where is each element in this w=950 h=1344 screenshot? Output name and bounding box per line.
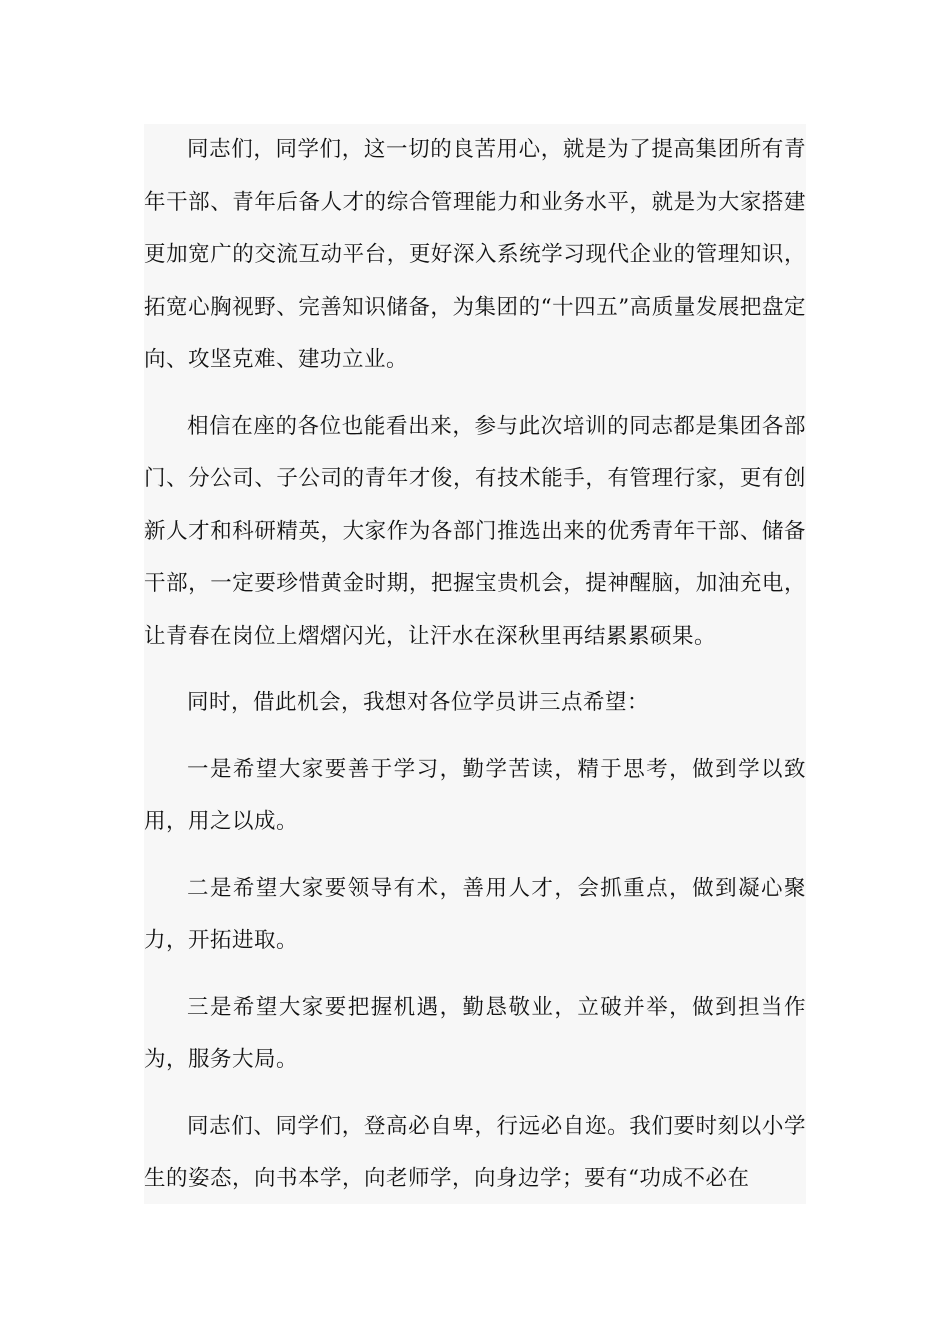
paragraph-gap <box>144 387 806 401</box>
speech-text-block <box>144 124 806 1204</box>
paragraph-gap <box>144 730 806 744</box>
paragraph-gap <box>144 663 806 677</box>
paragraph-5: 二是希望大家要领导有术，善用人才，会抓重点，做到凝心聚力，开拓进取。 <box>144 875 806 953</box>
paragraph-3: 同时，借此机会，我想对各位学员讲三点希望： <box>187 690 650 715</box>
paragraph-2: 相信在座的各位也能看出来，参与此次培训的同志都是集团各部门、分公司、子公司的青年才俊，有技术能手，有管理行家，更有创新人才和科研精英，大家作为各部门推选出来的优秀青年干部、储备干部，一定要珍惜黄金时期，把握宝贵机会，提神醒脑，加油充电，让青春在岗位上熠熠闪光，让汗水在深秋里再结累累硕果。 <box>144 413 806 649</box>
paragraph-6: 三是希望大家要把握机遇，勤恳敬业，立破并举，做到担当作为，服务大局。 <box>144 994 806 1072</box>
paragraph-1: 同志们，同学们，这一切的良苦用心，就是为了提高集团所有青年干部、青年后备人才的综合管理能力和业务水平，就是为大家搭建更加宽广的交流互动平台，更好深入系统学习现代企业的管理知识，拓宽心胸视野、完善知识储备，为集团的“十四五”高质量发展把盘定向、攻坚克难、建功立业。 <box>144 137 806 372</box>
paragraph-gap <box>144 849 806 863</box>
paragraph-4: 一是希望大家要善于学习，勤学苦读，精于思考，做到学以致用，用之以成。 <box>144 756 806 834</box>
paragraph-7: 同志们、同学们，登高必自卑，行远必自迩。我们要时刻以小学生的姿态，向书本学，向老师学，向身边学；要有“功成不必在 <box>144 1113 806 1191</box>
paragraph-gap <box>144 968 806 982</box>
paragraph-gap <box>144 1087 806 1101</box>
